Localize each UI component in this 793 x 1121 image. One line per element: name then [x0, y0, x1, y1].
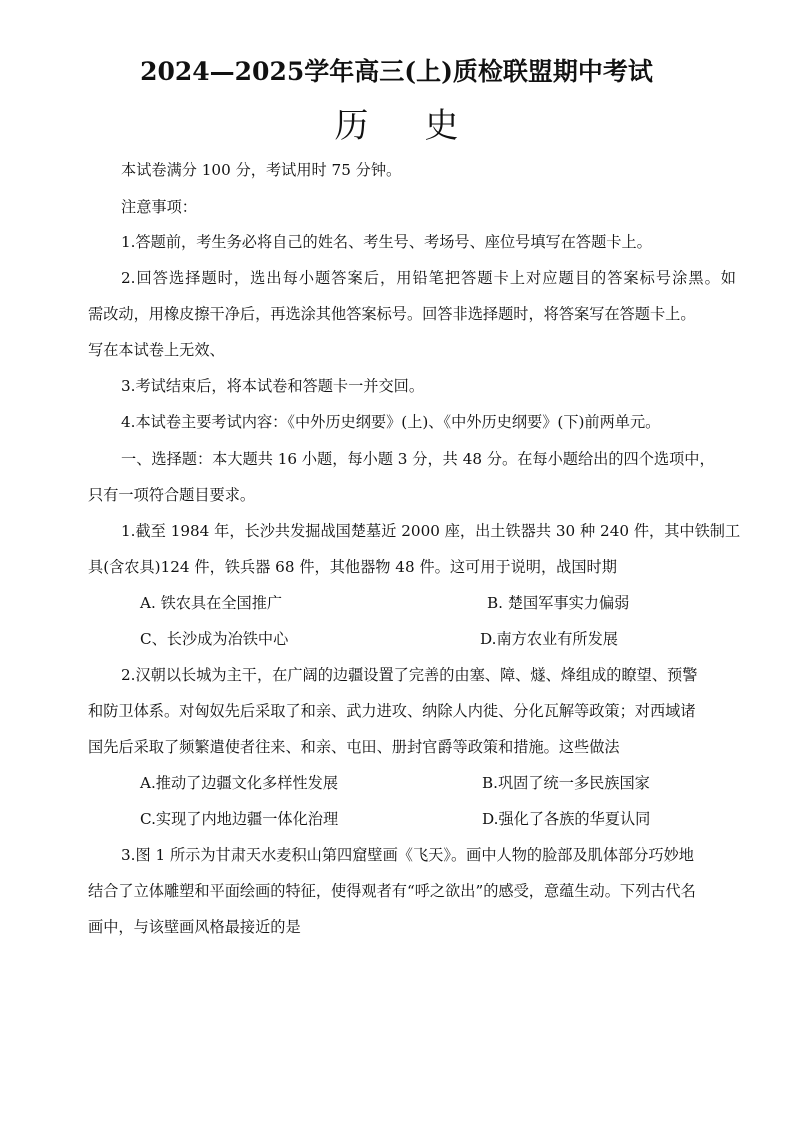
notice-item-4: 4.本试卷主要考试内容：《中外历史纲要》(上)、《中外历史纲要》(下)前两单元。: [121, 413, 661, 431]
intro-score-line: 本试卷满分 100 分，考试用时 75 分钟。: [121, 161, 402, 179]
section-heading-line-2: 只有一项符合题目要求。: [88, 486, 256, 504]
question-1-stem-line-2: 具(含农具)124 件，铁兵器 68 件，其他器物 48 件。这可用于说明，战国时期: [88, 558, 617, 576]
notice-item-2-line-2: 需改动，用橡皮擦干净后，再选涂其他答案标号。回答非选择题时，将答案写在答题卡上。: [88, 305, 696, 323]
question-3-stem-line-1: 3.图 1 所示为甘肃天水麦积山第四窟壁画《飞天》。画中人物的脸部及肌体部分巧妙地: [121, 846, 694, 864]
notice-item-2-line-1: 2.回答选择题时，选出每小题答案后，用铅笔把答题卡上对应题目的答案标号涂黑。如: [121, 269, 736, 287]
question-2-stem-line-3: 国先后采取了频繁遣使者往来、和亲、屯田、册封官爵等政策和措施。这些做法: [88, 738, 620, 756]
question-3-stem-line-2: 结合了立体雕塑和平面绘画的特征，使得观者有“呼之欲出”的感受，意蕴生动。下列古代名: [88, 882, 696, 900]
exam-title: 2024—2025学年高三(上)质检联盟期中考试: [140, 57, 653, 86]
question-2-option-c: C.实现了内地边疆一体化治理: [140, 810, 339, 828]
question-1-option-c: C、长沙成为冶铁中心: [140, 630, 289, 648]
question-2-option-b: B.巩固了统一多民族国家: [482, 774, 650, 792]
question-1-option-d: D.南方农业有所发展: [480, 630, 618, 648]
notice-item-2-line-3: 写在本试卷上无效、: [88, 341, 225, 359]
question-2-option-a: A.推动了边疆文化多样性发展: [140, 774, 339, 792]
question-1-stem-line-1: 1.截至 1984 年，长沙共发掘战国楚墓近 2000 座，出土铁器共 30 种 240 件，其中铁制工: [121, 522, 741, 540]
notice-item-1: 1.答题前，考生务必将自己的姓名、考生号、考场号、座位号填写在答题卡上。: [121, 233, 652, 251]
section-heading-line-1: 一、选择题：本大题共 16 小题，每小题 3 分，共 48 分。在每小题给出的四个选项中，: [121, 450, 715, 468]
question-1-option-b: B. 楚国军事实力偏弱: [487, 594, 630, 612]
question-3-stem-line-3: 画中，与该壁画风格最接近的是: [88, 918, 301, 936]
subject-char-1: 历: [334, 106, 369, 146]
question-1-option-a: A. 铁农具在全国推广: [140, 594, 283, 612]
subject-char-2: 史: [424, 106, 459, 146]
notice-item-3: 3.考试结束后，将本试卷和答题卡一并交回。: [121, 377, 425, 395]
question-2-option-d: D.强化了各族的华夏认同: [482, 810, 651, 828]
notice-heading: 注意事项：: [121, 198, 197, 216]
question-2-stem-line-2: 和防卫体系。对匈奴先后采取了和亲、武力进攻、纳除人内徙、分化瓦解等政策；对西域诸: [88, 702, 696, 720]
question-2-stem-line-1: 2.汉朝以长城为主干，在广阔的边疆设置了完善的由塞、障、燧、烽组成的瞭望、预警: [121, 666, 698, 684]
subject-title: [0, 98, 793, 147]
